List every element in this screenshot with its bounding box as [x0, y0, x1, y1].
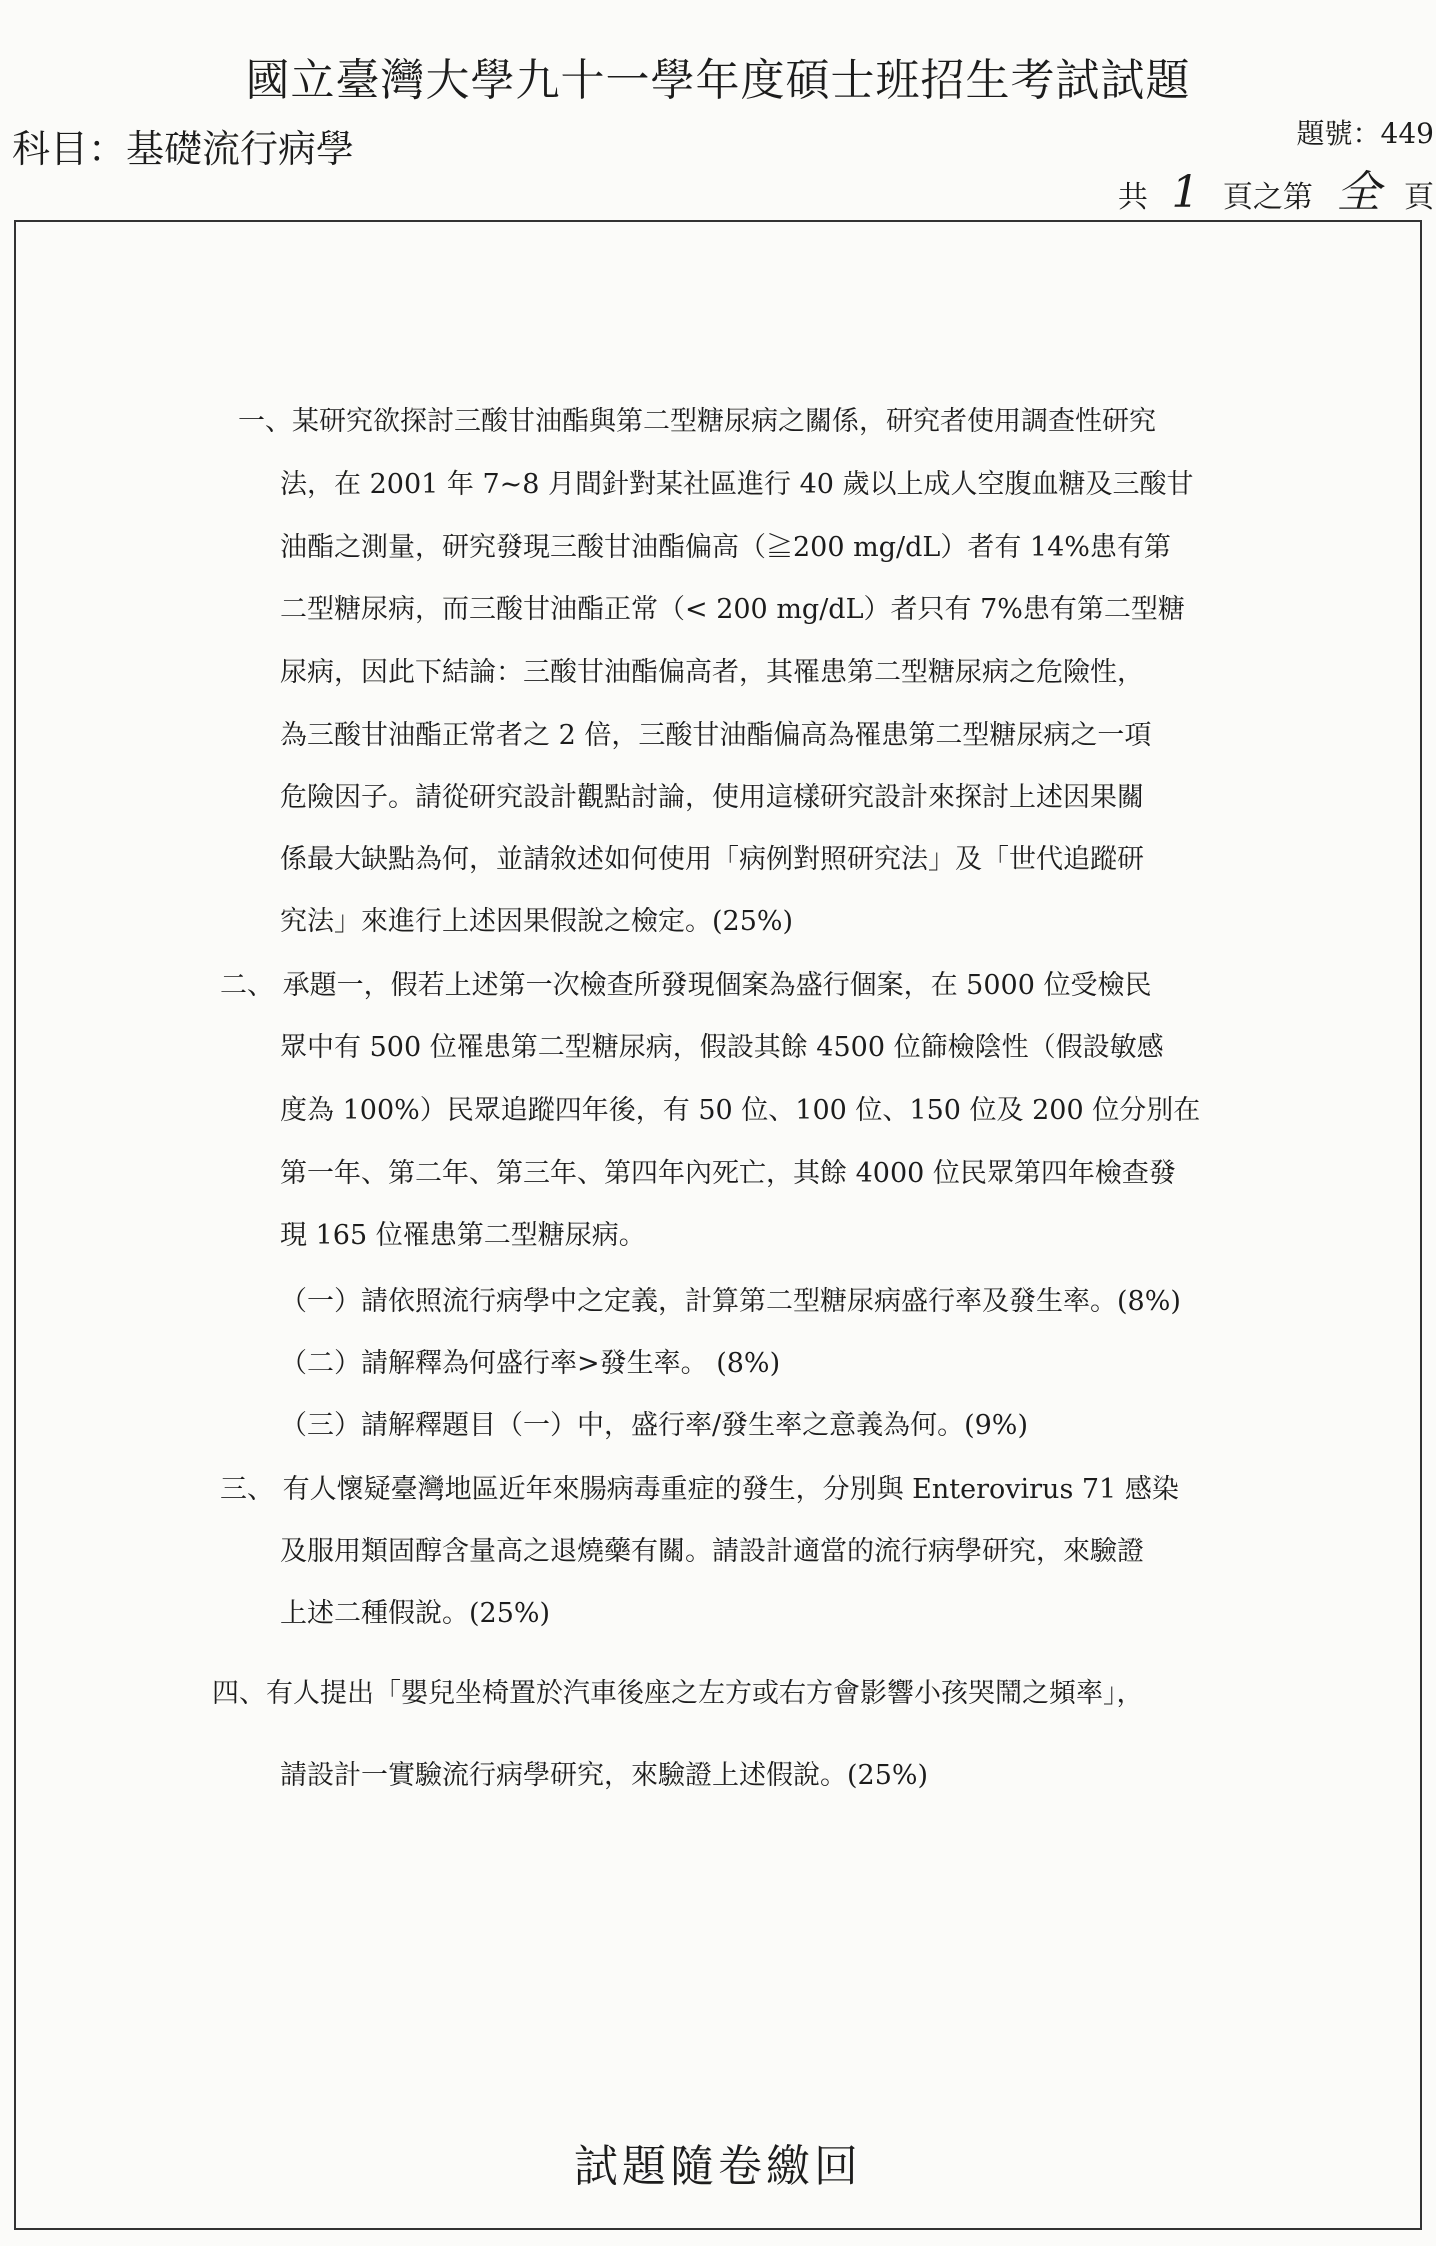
page-info-suffix: 頁 [1404, 180, 1434, 215]
exam-number: 題號：449 [1296, 117, 1434, 150]
exam-title: 國立臺灣大學九十一學年度碩士班招生考試試題 [245, 55, 1191, 106]
page-total: 1 [1171, 167, 1200, 218]
q3-line-1: 三、 有人懷疑臺灣地區近年來腸病毒重症的發生，分別與 Enterovirus 71 感染 [220, 1474, 1179, 1505]
q1-line-8: 係最大缺點為何，並請敘述如何使用「病例對照研究法」及「世代追蹤研 [280, 844, 1144, 875]
q1-line-2: 法，在 2001 年 7~8 月間針對某社區進行 40 歲以上成人空腹血糖及三酸甘 [280, 469, 1194, 500]
q3-line-3: 上述二種假說。(25%) [280, 1598, 551, 1629]
q1-line-6: 為三酸甘油酯正常者之 2 倍，三酸甘油酯偏高為罹患第二型糖尿病之一項 [280, 720, 1152, 751]
q3-line-2: 及服用類固醇含量高之退燒藥有關。請設計適當的流行病學研究，來驗證 [280, 1536, 1144, 1567]
q2-line-4: 第一年、第二年、第三年、第四年內死亡，其餘 4000 位民眾第四年檢查發 [280, 1158, 1176, 1189]
q4-line-2: 請設計一實驗流行病學研究，來驗證上述假說。(25%) [280, 1760, 929, 1791]
page-current: 全 [1336, 167, 1381, 218]
q2-line-2: 眾中有 500 位罹患第二型糖尿病，假設其餘 4500 位篩檢陰性（假設敏感 [280, 1032, 1164, 1063]
q2-line-1: 二、 承題一，假若上述第一次檢查所發現個案為盛行個案，在 5000 位受檢民 [220, 970, 1152, 1001]
q2-sub-2: （二）請解釋為何盛行率>發生率。 (8%) [280, 1348, 781, 1379]
q1-line-7: 危險因子。請從研究設計觀點討論，使用這樣研究設計來探討上述因果關 [280, 782, 1144, 813]
q1-line-3: 油酯之測量，研究發現三酸甘油酯偏高（≧200 mg/dL）者有 14%患有第 [280, 532, 1171, 563]
q2-sub-3: （三）請解釋題目（一）中，盛行率/發生率之意義為何。(9%) [280, 1410, 1028, 1441]
question-frame [14, 220, 1422, 2230]
q2-sub-1: （一）請依照流行病學中之定義，計算第二型糖尿病盛行率及發生率。(8%) [280, 1286, 1181, 1317]
page-info-prefix: 共 [1117, 180, 1148, 215]
page-info [1118, 156, 1434, 220]
q1-line-5: 尿病，因此下結論：三酸甘油酯偏高者，其罹患第二型糖尿病之危險性， [280, 657, 1144, 688]
page-info-middle: 頁之第 [1222, 180, 1313, 215]
q4-line-1: 四、有人提出「嬰兒坐椅置於汽車後座之左方或右方會影響小孩哭鬧之頻率」， [212, 1678, 1144, 1709]
q1-line-1: 一、某研究欲探討三酸甘油酯與第二型糖尿病之關係，研究者使用調查性研究 [238, 406, 1156, 437]
q2-line-3: 度為 100%）民眾追蹤四年後，有 50 位、100 位、150 位及 200 位分別在 [280, 1095, 1201, 1126]
footer-note: 試題隨卷繳回 [574, 2141, 862, 2192]
q2-line-5: 現 165 位罹患第二型糖尿病。 [280, 1220, 646, 1251]
subject-label: 科目：基礎流行病學 [12, 127, 355, 171]
q1-line-9: 究法」來進行上述因果假說之檢定。(25%) [280, 906, 794, 937]
q1-line-4: 二型糖尿病，而三酸甘油酯正常（< 200 mg/dL）者只有 7%患有第二型糖 [280, 594, 1185, 625]
